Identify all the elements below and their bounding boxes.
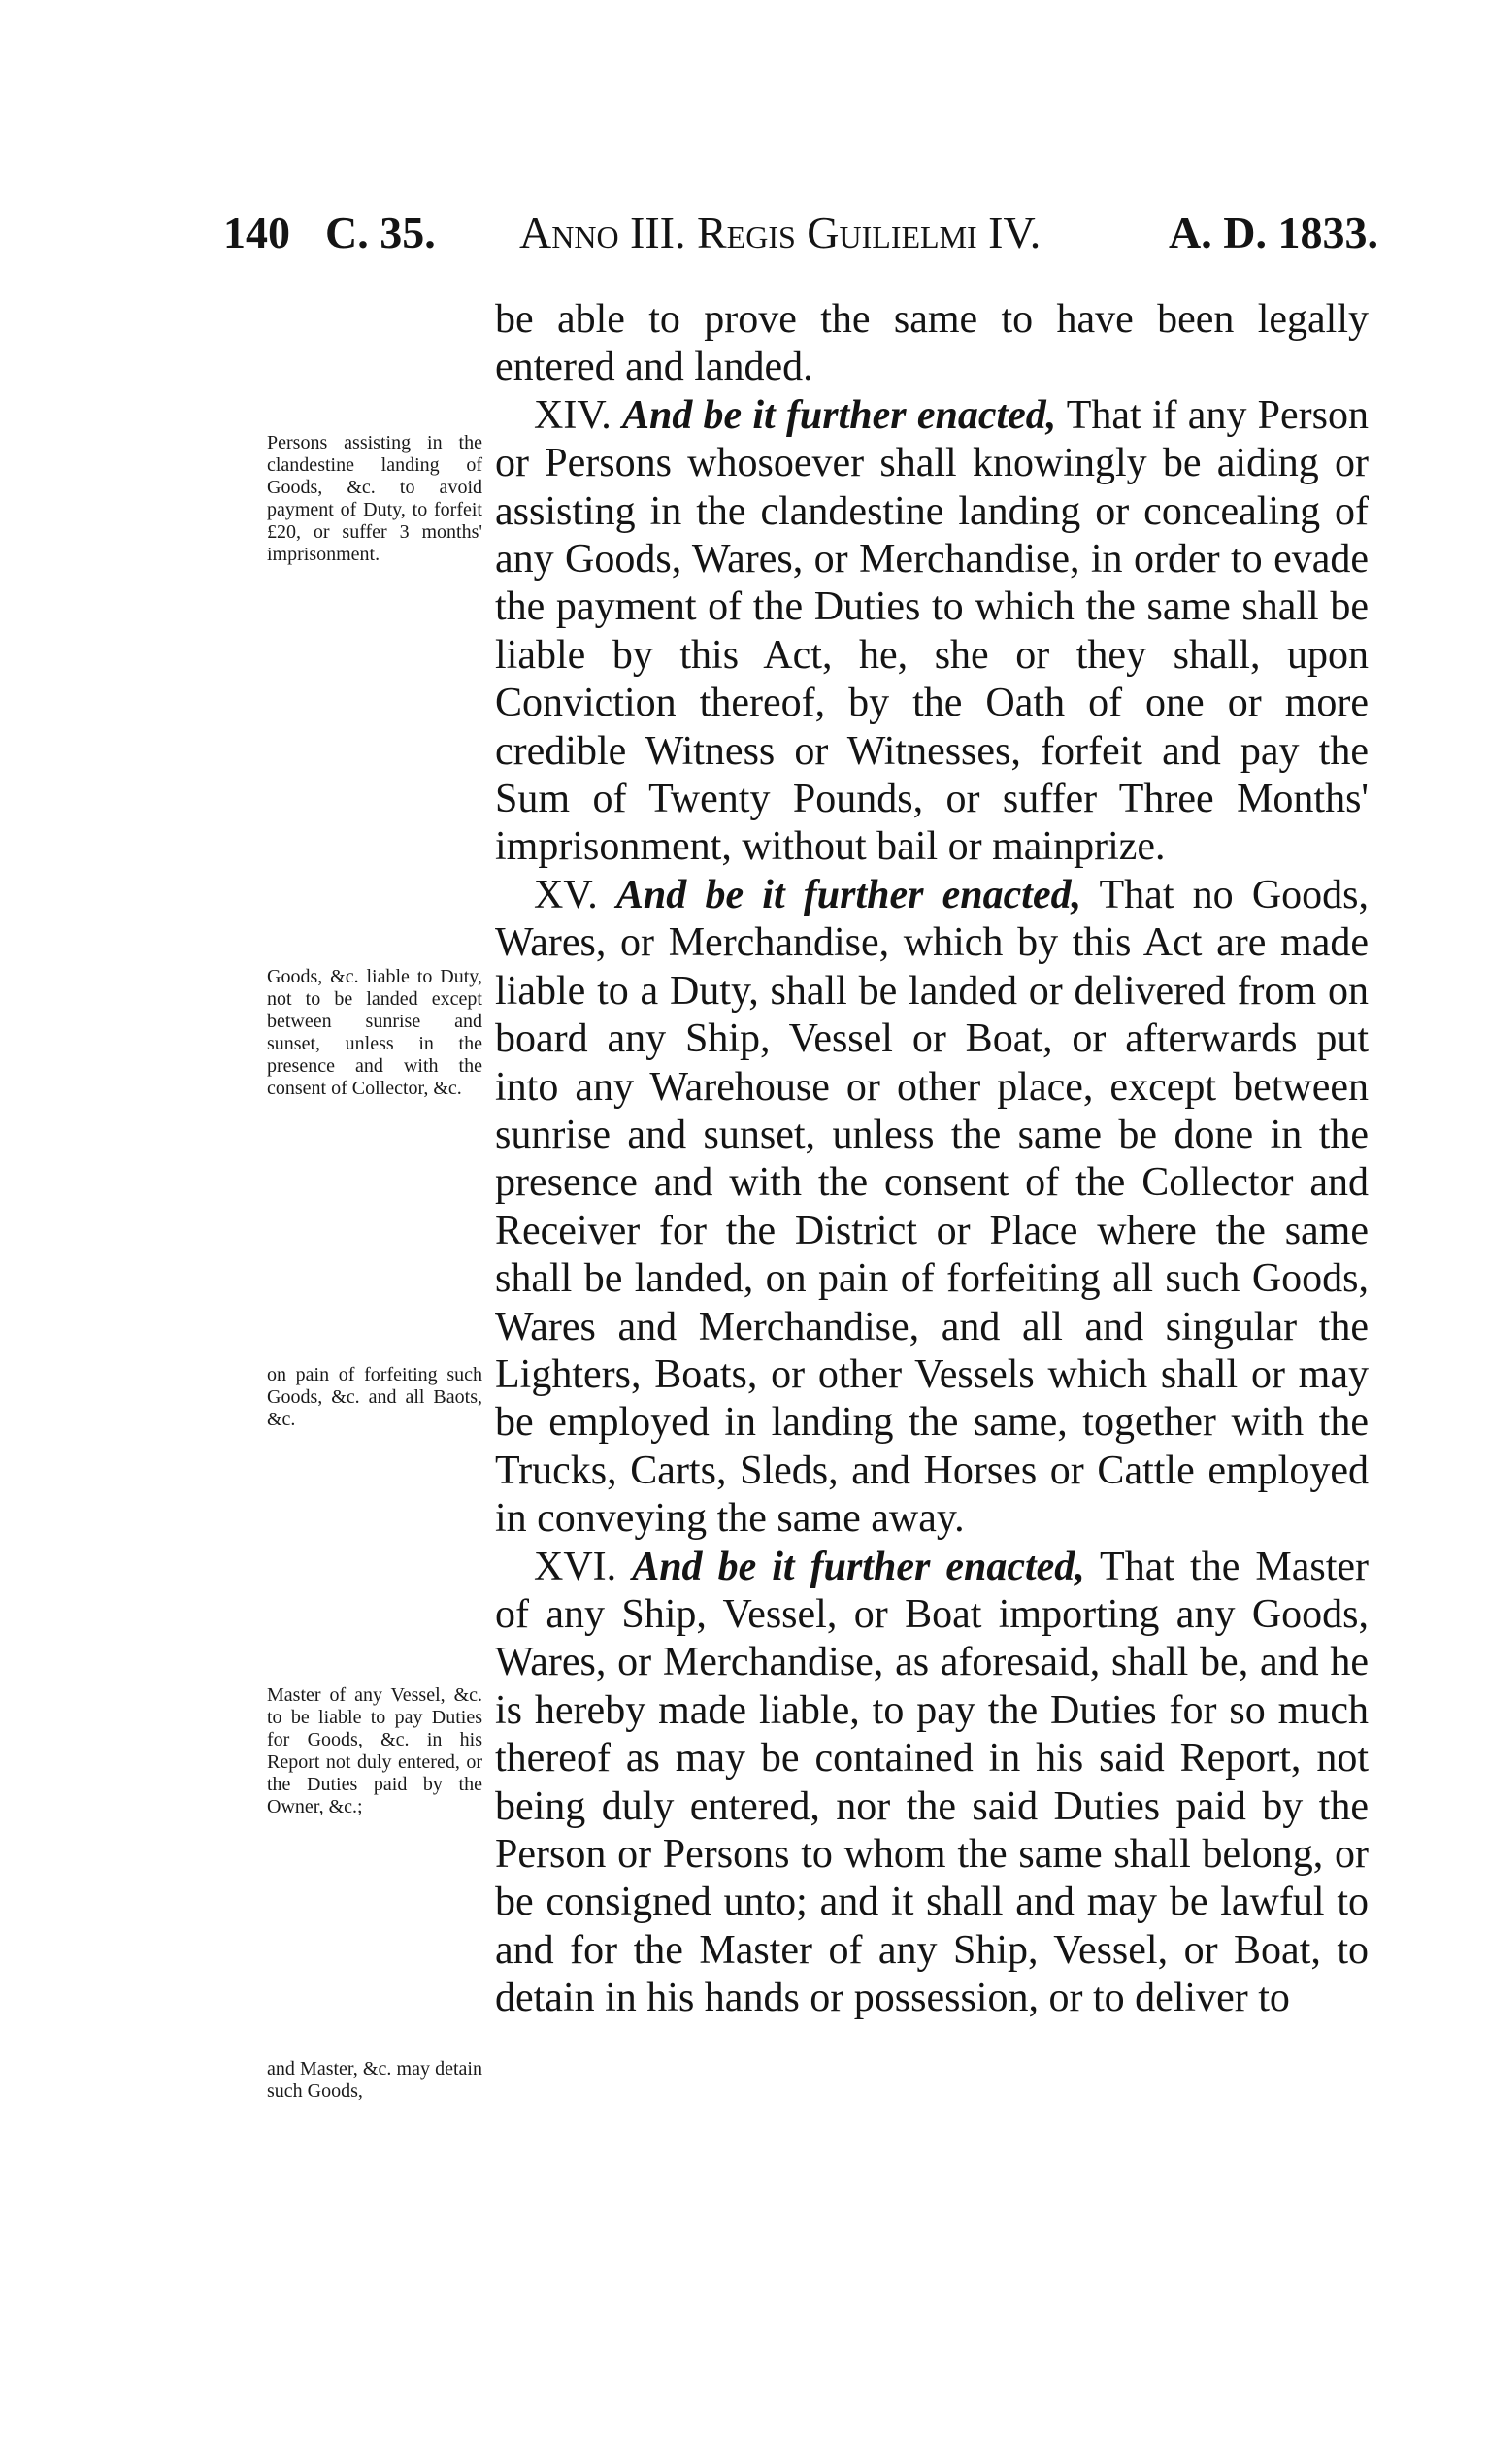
- running-header: [223, 199, 1378, 267]
- enacting-clause: And be it further enacted,: [621, 392, 1057, 438]
- section-number: XVI.: [534, 1544, 617, 1589]
- paragraph-continuation: [495, 296, 1369, 392]
- margin-note: Master of any Vessel, &c. to be liable to pay Duties for Goods, &c. in his Report not duly entered, or the Duties paid by the Owner, &c.;: [267, 1684, 482, 1817]
- margin-note: Persons assisting in the clandestine landing of Goods, &c. to avoid payment of Duty, to forfeit £20, or suffer 3 months' imprisonment.: [267, 432, 482, 565]
- section-xv: [495, 872, 1369, 1544]
- section-xiv: [495, 392, 1369, 872]
- paragraph-text: be able to prove the same to have been legally entered and landed.: [495, 297, 1369, 390]
- margin-note: on pain of forfeiting such Goods, &c. and all Baots, &c.: [267, 1364, 482, 1430]
- section-number: XIV.: [534, 392, 612, 438]
- enacting-clause: And be it further enacted,: [615, 872, 1082, 917]
- chapter-number: C. 35.: [325, 208, 436, 257]
- margin-note: and Master, &c. may detain such Goods,: [267, 2058, 482, 2102]
- section-number: XV.: [534, 872, 598, 917]
- regnal-title: Anno III. Regis Guilielmi IV.: [519, 208, 1042, 257]
- main-text: [495, 296, 1369, 2023]
- enacting-clause: And be it further enacted,: [632, 1544, 1085, 1589]
- section-text: That no Goods, Wares, or Merchandise, which by this Act are made liable to a Duty, shall be landed or delivered from on board any Ship, Vessel or Boat, or afterwards put into any Warehouse or other place, except between sunrise and sunset, unless the same be done in the presence and with the consent of the Collector and Receiver for the District or Place where the same shall be landed, on pain of forfeiting all such Goods, Wares and Merchandise, and all and singular the Lighters, Boats, or other Vessels which shall or may be employed in landing the same, together with the Trucks, Carts, Sleds, and Horses or Cattle employed in conveying the same away.: [495, 872, 1369, 1542]
- header-date: A. D. 1833.: [1169, 208, 1378, 257]
- section-xvi: [495, 1544, 1369, 2023]
- section-text: That the Master of any Ship, Vessel, or Boat importing any Goods, Wares, or Merchandise, as aforesaid, shall be, and he is hereby made liable, to pay the Duties for so much thereof as may be contained in his said Report, not being duly entered, nor the said Duties paid by the Person or Persons to whom the same shall belong, or be consigned unto; and it shall and may be lawful to and for the Master of any Ship, Vessel, or Boat, to detain in his hands or possession, or to deliver to: [495, 1544, 1369, 2021]
- margin-note: Goods, &c. liable to Duty, not to be landed except between sunrise and sunset, unless in the presence and with the consent of Collector, &c.: [267, 966, 482, 1099]
- section-text: That if any Person or Persons whosoever shall knowingly be aiding or assisting in the clandestine landing or concealing of any Goods, Wares, or Merchandise, in order to evade the payment of the Duties to which the same shall be liable by this Act, he, she or they shall, upon Conviction thereof, by the Oath of one or more credible Witness or Witnesses, forfeit and pay the Sum of Twenty Pounds, or suffer Three Months' imprisonment, without bail or mainprize.: [495, 392, 1369, 870]
- page-number: 140: [223, 208, 290, 257]
